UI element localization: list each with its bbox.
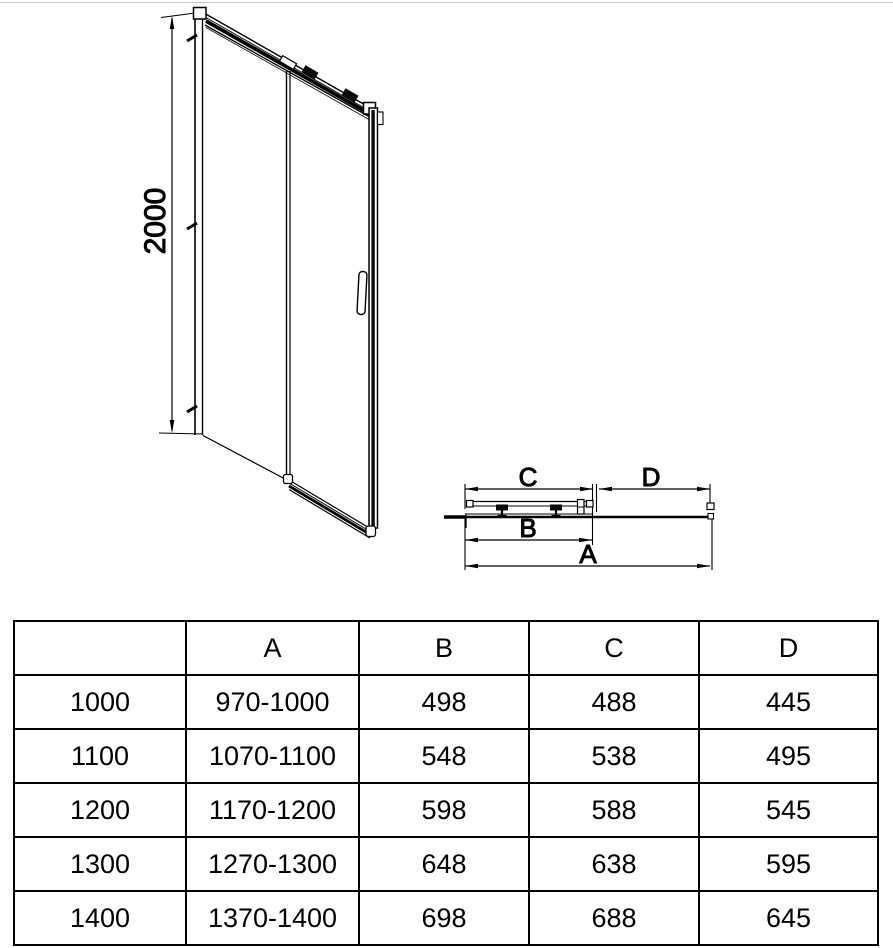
cell-size: 1300 [14, 837, 186, 891]
plan-view-drawing [444, 462, 714, 570]
height-dimension-label: 2000 [139, 187, 172, 255]
table-header-row [14, 621, 878, 675]
dimension-b-label: B [519, 513, 537, 543]
table-row [14, 729, 878, 783]
dimension-arrow-up [170, 16, 175, 29]
cell-d: 645 [699, 891, 878, 945]
door-handle [357, 271, 367, 314]
plan-glass-end-cap [708, 514, 714, 520]
table-row [14, 891, 878, 945]
cell-size: 1200 [14, 783, 186, 837]
cell-a: 1270-1300 [186, 837, 359, 891]
bottom-rail-left-cap [284, 475, 293, 484]
plan-rail-right-cap [587, 501, 594, 508]
dimension-a-label: A [579, 539, 597, 569]
table-row [14, 783, 878, 837]
table-row [14, 837, 878, 891]
header-size [14, 621, 186, 675]
cell-size: 1100 [14, 729, 186, 783]
middle-stile [287, 71, 291, 479]
plan-right-wall-bracket [707, 503, 714, 510]
cell-a: 970-1000 [186, 675, 359, 729]
bottom-rail-right-cap [366, 526, 376, 537]
cell-d: 545 [699, 783, 878, 837]
rail-left-end-cap [194, 8, 207, 20]
dimension-c-label: C [518, 462, 538, 492]
cell-d: 595 [699, 837, 878, 891]
right-frame-post [369, 108, 383, 528]
cell-b: 498 [359, 675, 529, 729]
front-view-drawing [139, 8, 383, 539]
header-a: A [186, 621, 359, 675]
dimension-d-label: D [641, 462, 661, 492]
dimension-d [597, 462, 711, 512]
cell-c: 688 [529, 891, 699, 945]
post-top-bracket [378, 112, 384, 125]
cell-b: 698 [359, 891, 529, 945]
cell-b: 598 [359, 783, 529, 837]
header-d: D [699, 621, 878, 675]
cell-d: 495 [699, 729, 878, 783]
table-row [14, 675, 878, 729]
cell-b: 548 [359, 729, 529, 783]
height-dimension [139, 13, 203, 435]
header-b: B [359, 621, 529, 675]
cell-c: 588 [529, 783, 699, 837]
cell-a: 1170-1200 [186, 783, 359, 837]
cell-c: 538 [529, 729, 699, 783]
dimensions-table [13, 620, 879, 946]
bottom-rail [284, 475, 376, 539]
cell-a: 1070-1100 [186, 729, 359, 783]
header-c: C [529, 621, 699, 675]
cell-a: 1370-1400 [186, 891, 359, 945]
cell-size: 1400 [14, 891, 186, 945]
fixed-glass-bottom-edge [203, 436, 287, 481]
dimension-a [465, 519, 712, 570]
cell-size: 1000 [14, 675, 186, 729]
cell-b: 648 [359, 837, 529, 891]
plan-rail-left-cap [467, 501, 474, 508]
cell-c: 638 [529, 837, 699, 891]
plan-clamp-bracket [578, 500, 585, 515]
cell-d: 445 [699, 675, 878, 729]
dimension-b [465, 513, 592, 570]
top-rail [194, 8, 376, 120]
cell-c: 488 [529, 675, 699, 729]
dimension-arrow-down [170, 420, 175, 433]
